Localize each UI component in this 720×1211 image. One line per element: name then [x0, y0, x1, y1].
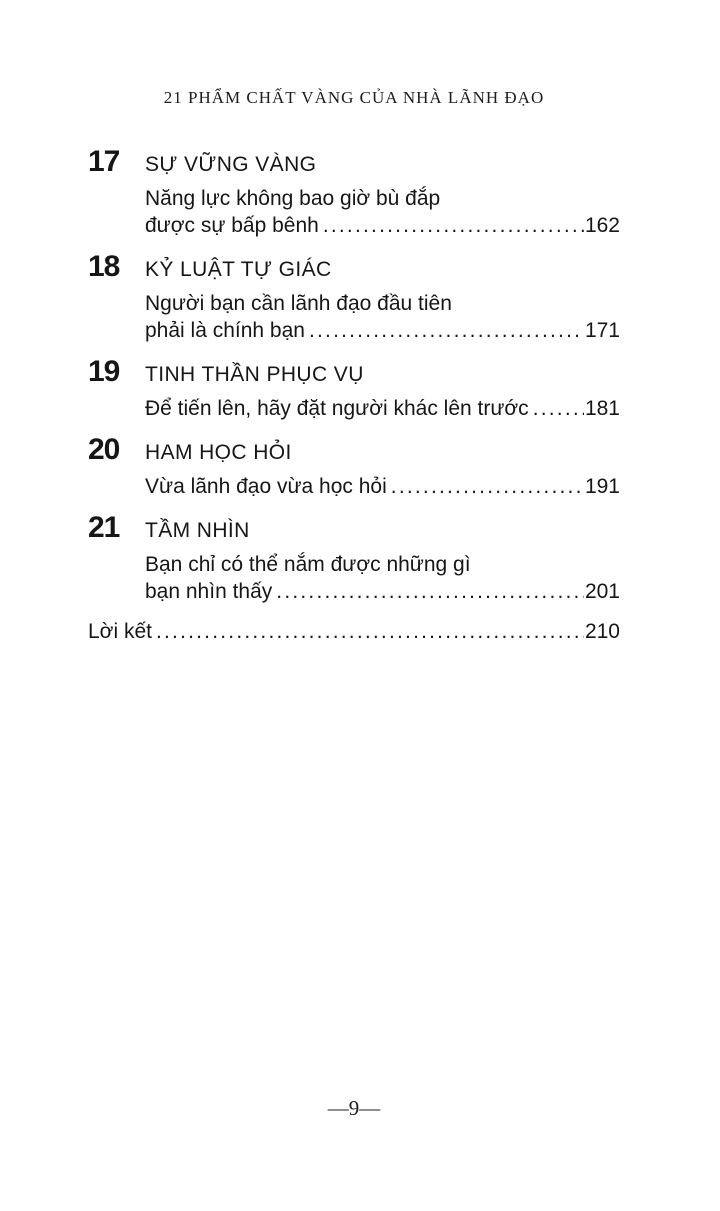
chapter-title: TINH THẦN PHỤC VỤ — [145, 363, 364, 386]
dot-leader — [276, 578, 584, 605]
chapter-subtitle-text: phải là chính bạn — [145, 319, 305, 342]
toc-entry-body — [145, 147, 620, 239]
page-number: 162 — [584, 214, 620, 237]
chapter-subtitle-line: Người bạn cần lãnh đạo đầu tiên — [145, 292, 452, 315]
dot-leader — [323, 212, 584, 239]
toc-entry — [88, 435, 620, 500]
chapter-title: SỰ VỮNG VÀNG — [145, 153, 317, 176]
dot-leader — [391, 473, 584, 500]
chapter-subtitle-line — [145, 212, 620, 239]
dot-leader — [309, 317, 584, 344]
running-header: 21 PHẨM CHẤT VÀNG CỦA NHÀ LÃNH ĐẠO — [163, 88, 545, 107]
toc-entry — [88, 147, 620, 239]
chapter-number: 20 — [88, 433, 120, 466]
toc-entry-body — [145, 357, 620, 422]
chapter-number: 18 — [88, 250, 120, 283]
toc-entry — [88, 513, 620, 605]
toc-entry — [88, 357, 620, 422]
dot-leader — [533, 395, 584, 422]
chapter-number: 21 — [88, 511, 120, 544]
chapter-number: 19 — [88, 355, 120, 388]
chapter-title: HAM HỌC HỎI — [145, 441, 292, 464]
chapter-subtitle-text: Để tiến lên, hãy đặt người khác lên trước — [145, 397, 529, 420]
page-number: 181 — [584, 397, 620, 420]
chapter-subtitle-line — [145, 473, 620, 500]
page-number: 201 — [584, 580, 620, 603]
toc-entry-body — [145, 513, 620, 605]
chapter-subtitle-line — [145, 578, 620, 605]
toc-entry-conclusion — [88, 618, 620, 645]
page-number: 171 — [584, 319, 620, 342]
page-number: 191 — [584, 475, 620, 498]
chapter-subtitle-text: Vừa lãnh đạo vừa học hỏi — [145, 475, 387, 498]
chapter-subtitle-text: bạn nhìn thấy — [145, 580, 273, 603]
toc-entry-body — [145, 435, 620, 500]
page-number-footer: —9— — [327, 1096, 381, 1120]
chapter-subtitle-line: Năng lực không bao giờ bù đắp — [145, 187, 441, 210]
chapter-subtitle-text: được sự bấp bênh — [145, 214, 319, 237]
chapter-title: TẦM NHÌN — [145, 519, 250, 542]
dot-leader — [156, 618, 584, 645]
toc-entry — [88, 252, 620, 344]
page-number: 210 — [584, 620, 620, 643]
chapter-subtitle-line — [145, 317, 620, 344]
conclusion-label: Lời kết — [88, 620, 152, 643]
chapter-number: 17 — [88, 145, 120, 178]
chapter-subtitle-line — [145, 395, 620, 422]
chapter-subtitle-line: Bạn chỉ có thể nắm được những gì — [145, 553, 471, 576]
chapter-title: KỶ LUẬT TỰ GIÁC — [145, 258, 332, 281]
table-of-contents — [88, 147, 620, 645]
toc-entry-body — [145, 252, 620, 344]
